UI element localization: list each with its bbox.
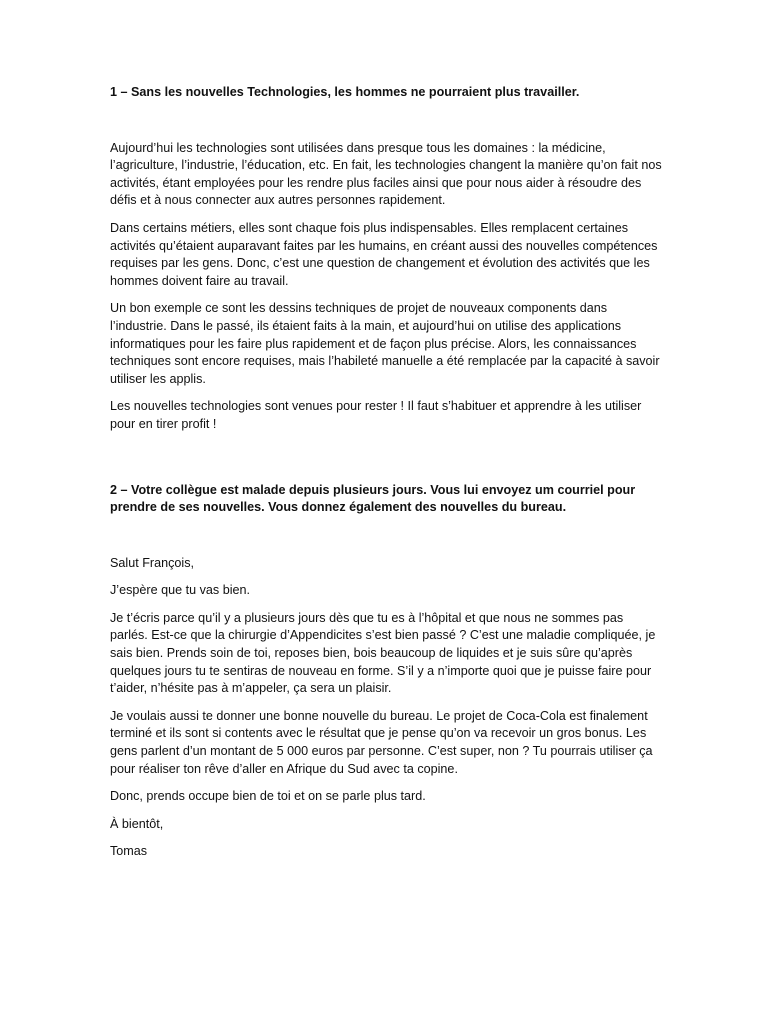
section-1-paragraph-4: Les nouvelles technologies sont venues pour rester ! Il faut s’habituer et apprendre à les utiliser pour en tirer profit ! <box>110 399 642 431</box>
letter-paragraph-3: Je voulais aussi te donner une bonne nouvelle du bureau. Le projet de Coca-Cola est finalement terminé et ils sont si contents avec le résultat que je pense qu’on va recevoir un gros bonus. Les gens parlent d’un montant de 5 000 euros par personne. C’est super, non ? Tu pourrais utiliser ça pour réaliser ton rêve d’aller en Afrique du Sud avec ta copine. <box>110 708 653 776</box>
letter-paragraph-4: Donc, prends occupe bien de toi et on se parle plus tard. <box>110 789 426 804</box>
section-1-paragraph-1: Aujourd’hui les technologies sont utilisées dans presque tous les domaines : la médicine, l’agriculture, l’industrie, l’éducation, etc. En fait, les technologies changent la manière qu’on fait nos activités, étant employées pour les rendre plus faciles ainsi que pour nous aider à résoudre des défis et à nous connecter aux autres personnes rapidement. <box>110 140 662 208</box>
spacer <box>110 102 662 140</box>
letter-paragraph-1: J’espère que tu vas bien. <box>110 583 251 598</box>
section-1-heading: 1 – Sans les nouvelles Technologies, les hommes ne pourraient plus travailler. <box>110 85 580 99</box>
letter-greeting: Salut François, <box>110 555 194 570</box>
document-page <box>110 84 662 871</box>
letter-paragraph-2: Je t’écris parce qu’il y a plusieurs jours dès que tu es à l’hôpital et que nous ne sommes pas parlés. Est-ce que la chirurgie d’Appendicites s’est bien passé ? C’est une maladie compliquée, je sais bien. Prends soin de toi, reposes bien, bois beaucoup de liquides et je suis sûre qu’après quelques jours tu te sentiras de nouveau en forme. S’il y a n’importe quoi que je puisse faire pour t’aider, n’hésite pas à m’appeler, ça sera un plaisir. <box>110 610 656 696</box>
spacer <box>110 517 662 555</box>
section-2-heading: 2 – Votre collègue est malade depuis plusieurs jours. Vous lui envoyez um courriel pour prendre de ses nouvelles. Vous donnez également des nouvelles du bureau. <box>110 482 636 515</box>
letter-signature: Tomas <box>110 844 148 859</box>
section-1-paragraph-3: Un bon exemple ce sont les dessins techniques de projet de nouveaux components dans l’industrie. Dans le passé, ils étaient faits à la main, et aujourd’hui on utilise des applications informatiques pour les faire plus rapidement et de façon plus précise. Alors, les connaissances techniques sont encore requises, mais l’habileté manuelle a été remplacée par la capacité à savoir utiliser les applis. <box>110 301 660 386</box>
section-1-paragraph-2: Dans certains métiers, elles sont chaque fois plus indispensables. Elles remplacent certaines activités qu’étaient auparavant faites par les humains, en créant aussi des nouvelles compétences requises par les gens. Donc, c’est une question de changement et évolution des activités que les hommes doivent faire au travail. <box>110 220 658 288</box>
spacer <box>110 444 662 482</box>
letter-closing: À bientôt, <box>110 816 164 831</box>
